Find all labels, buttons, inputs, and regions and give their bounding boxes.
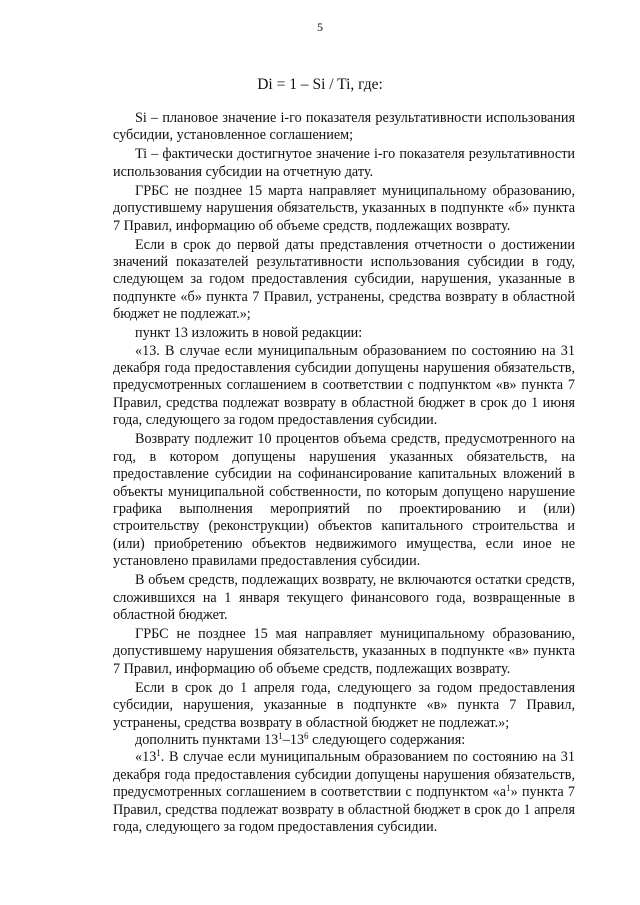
page-number: 5 bbox=[317, 20, 323, 34]
paragraph-refund-10-percent: Возврату подлежит 10 процентов объема средств, предусмотренного на год, в котором допущены нарушения указанных обязательств, на предоставление субсидии на софинансирование капитальных вложений в объекты муниципальной собственности, по которым допущено нарушение графика выполнения мероприятий по проектированию и (или) строительству (реконструкции) объектов капитального строительства и (или) приобретению объектов недвижимого имущества, если иное не установлено правилами предоставления субсидии. bbox=[113, 431, 575, 570]
paragraph-clause-13-intro: пункт 13 изложить в новой редакции: bbox=[135, 325, 363, 342]
document-body bbox=[113, 110, 575, 838]
paragraph-si-definition: Si – плановое значение i-го показателя результативности использования субсидии, установленное соглашением; bbox=[113, 110, 575, 144]
paragraph-add-clauses: дополнить пунктами $13^1-13^6$ следующего содержания: bbox=[135, 730, 466, 748]
formula: Di = 1 – Si / Ti, где: bbox=[257, 76, 383, 93]
paragraph-grbs-march: ГРБС не позднее 15 марта направляет муниципальному образованию, допустившему нарушения обязательств, указанных в подпункте «б» пункта 7 Правил, информацию об объеме средств, подлежащих возврату. bbox=[113, 182, 575, 234]
paragraph-clause-13: «13. В случае если муниципальным образованием по состоянию на 31 декабря года предоставления субсидии допущены нарушения обязательств, предусмотренных соглашением в соответствии с подпунктом «в» пункта 7 Правил, средства подлежат возврату в областной бюджет в срок до 1 июня года, следующего за годом предоставления субсидии. bbox=[113, 342, 575, 429]
paragraph-ti-definition: Ti – фактически достигнутое значение i-го показателя результативности использования субсидии на отчетную дату. bbox=[113, 146, 575, 180]
paragraph-reporting-deadline: Если в срок до первой даты представления отчетности о достижении значений показателей результативности использования субсидии в году, следующем за годом предоставления субсидии, нарушения, указанные в подпункте «б» пункта 7 Правил, устранены, средства возврату в областной бюджет не подлежат.»; bbox=[113, 236, 575, 323]
paragraph-grbs-may: ГРБС не позднее 15 мая направляет муниципальному образованию, допустившему нарушения обязательств, указанных в подпункте «в» пункта 7 Правил, информацию об объеме средств, подлежащих возврату. bbox=[113, 625, 575, 677]
paragraph-balance-exclusion: В объем средств, подлежащих возврату, не включаются остатки средств, сложившихся на 1 января текущего финансового года, возвращенные в областной бюджет. bbox=[113, 572, 575, 623]
paragraph-april-deadline: Если в срок до 1 апреля года, следующего за годом предоставления субсидии, нарушения, указанные в подпункте «в» пункта 7 Правил, устранены, средства возврату в областной бюджет не подлежат.»; bbox=[113, 679, 575, 731]
paragraph-clause-13-1: «$13^1$. В случае если муниципальным образованием по состоянию на 31 декабря года предоставления субсидии допущены нарушения обязательств, предусмотренных соглашением в соответствии с подпунктом «$а^1$» пункта 7 Правил, средства подлежат возврату в областной бюджет в срок до 1 апреля года, следующего за годом предоставления субсидии. bbox=[113, 748, 576, 835]
